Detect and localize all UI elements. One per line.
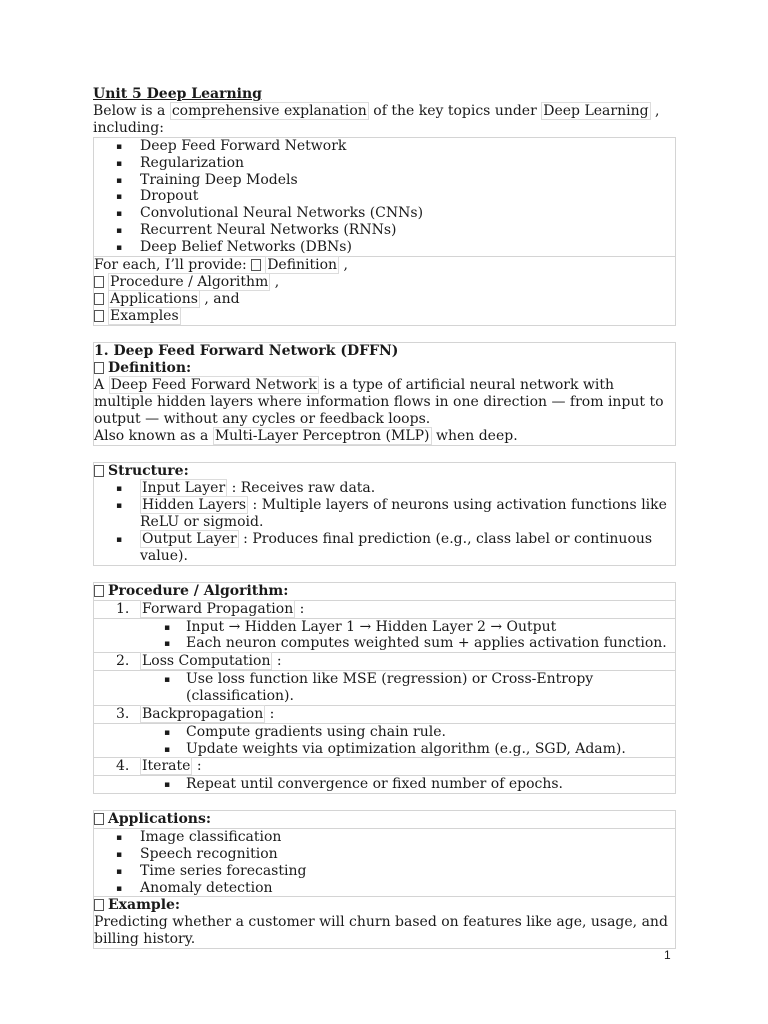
applications-heading: Applications: <box>94 811 675 828</box>
emoji-placeholder-icon <box>94 465 104 477</box>
emoji-placeholder-icon <box>251 259 261 271</box>
list-item: ▪ Deep Belief Networks (DBNs) <box>94 239 675 256</box>
list-item: ▪ Input → Hidden Layer 1 → Hidden Layer 2 → Output <box>94 619 675 636</box>
list-item: ▪ Output Layer : Produces final prediction (e.g., class label or continuous value). <box>94 531 675 565</box>
applications-box <box>93 810 676 949</box>
example-heading: Example: <box>94 897 675 914</box>
aka-text: Also known as a Multi-Layer Perceptron (MLP) when deep. <box>94 427 518 444</box>
structure-heading: Structure: <box>94 463 675 480</box>
dffn-definition-box <box>93 342 676 446</box>
list-item: ▪ Compute gradients using chain rule. <box>94 724 675 741</box>
list-item: ▪ Input Layer : Receives raw data. <box>94 480 675 497</box>
section-title: 1. Deep Feed Forward Network (DFFN) <box>94 342 399 359</box>
list-item: ▪ Time series forecasting <box>94 863 675 880</box>
structure-box <box>93 462 676 566</box>
emoji-placeholder-icon <box>94 585 104 597</box>
list-item: ▪ Image classification <box>94 829 675 846</box>
topics-list-box <box>93 137 676 326</box>
list-item: ▪ Recurrent Neural Networks (RNNs) <box>94 222 675 239</box>
step-sublist <box>94 671 675 705</box>
structure-list <box>94 480 675 565</box>
unit-title: Unit 5 Deep Learning <box>93 86 262 102</box>
emoji-placeholder-icon <box>94 899 104 911</box>
procedure-step: 1. Forward Propagation : <box>116 600 305 617</box>
applications-list <box>94 829 675 896</box>
intro-paragraph: Below is a comprehensive explanation of the key topics under Deep Learning , including: <box>93 103 660 136</box>
list-item: ▪ Training Deep Models <box>94 172 675 189</box>
list-item: ▪ Use loss function like MSE (regression) or Cross-Entropy (classification). <box>94 671 675 705</box>
procedure-heading: Procedure / Algorithm: <box>94 583 675 600</box>
emoji-placeholder-icon <box>94 813 104 825</box>
list-item: ▪ Dropout <box>94 188 675 205</box>
list-item: ▪ Deep Feed Forward Network <box>94 138 675 155</box>
provide-line: Procedure / Algorithm , <box>94 274 675 291</box>
step-sublist <box>94 724 675 758</box>
emoji-placeholder-icon <box>94 293 104 305</box>
emoji-placeholder-icon <box>94 362 104 374</box>
list-item: ▪ Hidden Layers : Multiple layers of neurons using activation functions like ReLU or sigmoid. <box>94 497 675 531</box>
list-item: ▪ Update weights via optimization algorithm (e.g., SGD, Adam). <box>94 741 675 758</box>
list-item: ▪ Anomaly detection <box>94 880 675 897</box>
emoji-placeholder-icon <box>94 276 104 288</box>
page-number: 1 <box>664 948 671 962</box>
provide-line: Applications , and <box>94 291 675 308</box>
procedure-step: 2. Loss Computation : <box>116 653 282 670</box>
list-item: ▪ Repeat until convergence or fixed number of epochs. <box>94 776 675 793</box>
list-item: ▪ Regularization <box>94 155 675 172</box>
provide-line: For each, I’ll provide: Definition , <box>94 256 348 273</box>
emoji-placeholder-icon <box>94 310 104 322</box>
definition-text: A Deep Feed Forward Network is a type of artificial neural network with multiple hidden layers where information flows in one direction — from input to output — without any cycles or feedback loops. <box>94 376 664 427</box>
keyword-comprehensive-explanation: comprehensive explanation <box>171 103 367 119</box>
document-page <box>93 86 676 949</box>
list-item: ▪ Convolutional Neural Networks (CNNs) <box>94 205 675 222</box>
step-sublist <box>94 619 675 653</box>
procedure-step: 3. Backpropagation : <box>116 705 275 722</box>
example-text: Predicting whether a customer will churn based on features like age, usage, and billing history. <box>94 914 668 948</box>
step-sublist <box>94 776 675 793</box>
list-item: ▪ Speech recognition <box>94 846 675 863</box>
procedure-box <box>93 582 676 795</box>
procedure-step: 4. Iterate : <box>116 758 202 775</box>
provide-line: Examples <box>94 308 675 325</box>
definition-heading: Definition: <box>94 360 675 377</box>
keyword-deep-learning: Deep Learning <box>543 103 649 119</box>
topics-list <box>94 138 675 256</box>
list-item: ▪ Each neuron computes weighted sum + applies activation function. <box>94 635 675 652</box>
